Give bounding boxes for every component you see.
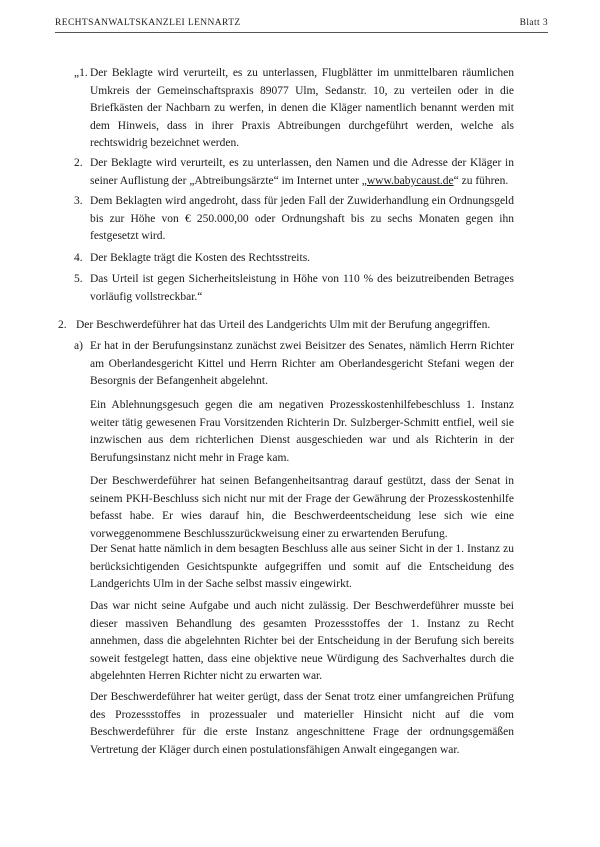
quote-item-number: 5. (74, 273, 83, 285)
website-link[interactable]: www.babycaust.de (366, 174, 454, 187)
page-number: Blatt 3 (519, 18, 548, 28)
subsection-paragraph: Er hat in der Berufungsinstanz zunächst zwei Beisitzer des Senates, nämlich Herrn Richter am Oberlandesgericht Kittel und Herrn Richter am Oberlandesgericht Stefani wegen der Besorgnis der Befangenheit abgelehnt. (90, 340, 514, 388)
quote-item-text: Der Beklagte wird verurteilt, es zu unterlassen, Flugblätter im unmittelbaren räumlichen Umkreis der Gemeinschaftspraxis 89077 Ulm, Sedanstr. 10, zu verteilen oder in die Briefkästen der Nachbarn zu werfen, in denen die Kläger namentlich benannt werden mit dem Hinweis, dass in ihrer Praxis Abtreibungen durchgeführt werden, welche als rechtswidrig bezeichnet werden. (90, 67, 514, 150)
quote-item-number: 4. (74, 252, 83, 264)
subsection-paragraph: Der Senat hatte nämlich in dem besagten Beschluss alle aus seiner Sicht in der 1. Instanz zu berücksichtigenden Gesichtspunkte aufgegriffen und somit auf die Entscheidung des Landgerichts Ulm in der Sache selbst massiv eingewirkt. (90, 543, 514, 591)
page-header (55, 16, 548, 33)
subsection-paragraph: Der Beschwerdeführer hat seinen Befangenheitsantrag darauf gestützt, dass der Senat in seinem PKH-Beschluss sich nicht nur mit der Frage der Gewährung der Prozesskostenhilfe befasst habe. Er wies darauf hin, die Beschwerdeentscheidung lese sich wie eine vorweggenommene Beschlusszurückweisung einer zu erwartenden Berufung. (90, 475, 514, 540)
subsection-paragraph: Ein Ablehnungsgesuch gegen die am negativen Prozesskostenhilfebeschluss 1. Instanz weiter tätig gewesenen Frau Vorsitzenden Richterin Dr. Sulzberger-Schmitt entfiel, weil sie inzwischen aus dem richterlichen Dienst ausgeschieden war und als Richterin in der Berufungsinstanz nicht mehr in Frage kam. (90, 399, 514, 464)
quote-item-number: „1. (74, 67, 88, 79)
section-text: Der Beschwerdeführer hat das Urteil des Landgerichts Ulm mit der Berufung angegriffen. (76, 319, 491, 331)
subsection-marker: a) (74, 340, 83, 352)
quote-item-text: Das Urteil ist gegen Sicherheitsleistung in Höhe von 110 % des beizutreibenden Betrages vorläufig vollstreckbar.“ (90, 273, 514, 303)
firm-name: RECHTSANWALTSKANZLEI LENNARTZ (55, 18, 241, 28)
subsection-paragraph: Das war nicht seine Aufgabe und auch nicht zulässig. Der Beschwerdeführer musste bei dieser massiven Behandlung des gesamten Prozessstoffes der 1. Instanz zu Recht annehmen, dass die abgelehnten Richter bei der Entscheidung in der Berufung sich bereits soweit festgelegt hatten, dass eine objektive neue Würdigung des Sachverhaltes durch die abgelehnten Herren Richter nicht zu erwarten war. (90, 600, 514, 683)
quote-item-number: 3. (74, 195, 83, 207)
subsection-paragraph: Der Beschwerdeführer hat weiter gerügt, dass der Senat trotz einer umfangreichen Prüfung des Prozessstoffes in prozessualer und materieller Hinsicht nicht auf die vom Beschwerdeführer für die erste Instanz angeschnittene Frage der ordnungsgemäßen Vertretung der Kläger durch einen postulationsfähigen Anwalt eingegangen war. (90, 691, 514, 756)
quote-item-text-part: Der Beklagte wird verurteilt, es zu unterlassen, den Namen und die Adresse der Kläger in seiner Auflistung der „Abtreibungsärzte“ im Internet unter „ (90, 157, 514, 187)
quote-item-text: Dem Beklagten wird angedroht, dass für jeden Fall der Zuwiderhandlung ein Ordnungsgeld bis zur Höhe von € 250.000,00 oder Ordnungshaft bis zu sechs Monaten gegen ihn festgesetzt wird. (90, 195, 514, 243)
quote-item-text: Der Beklagte trägt die Kosten des Rechtsstreits. (90, 252, 311, 264)
quote-item-text-part: “ zu führen. (453, 174, 509, 187)
section-number: 2. (58, 319, 67, 331)
quote-item-text (90, 155, 514, 190)
quote-item-number: 2. (74, 157, 83, 169)
